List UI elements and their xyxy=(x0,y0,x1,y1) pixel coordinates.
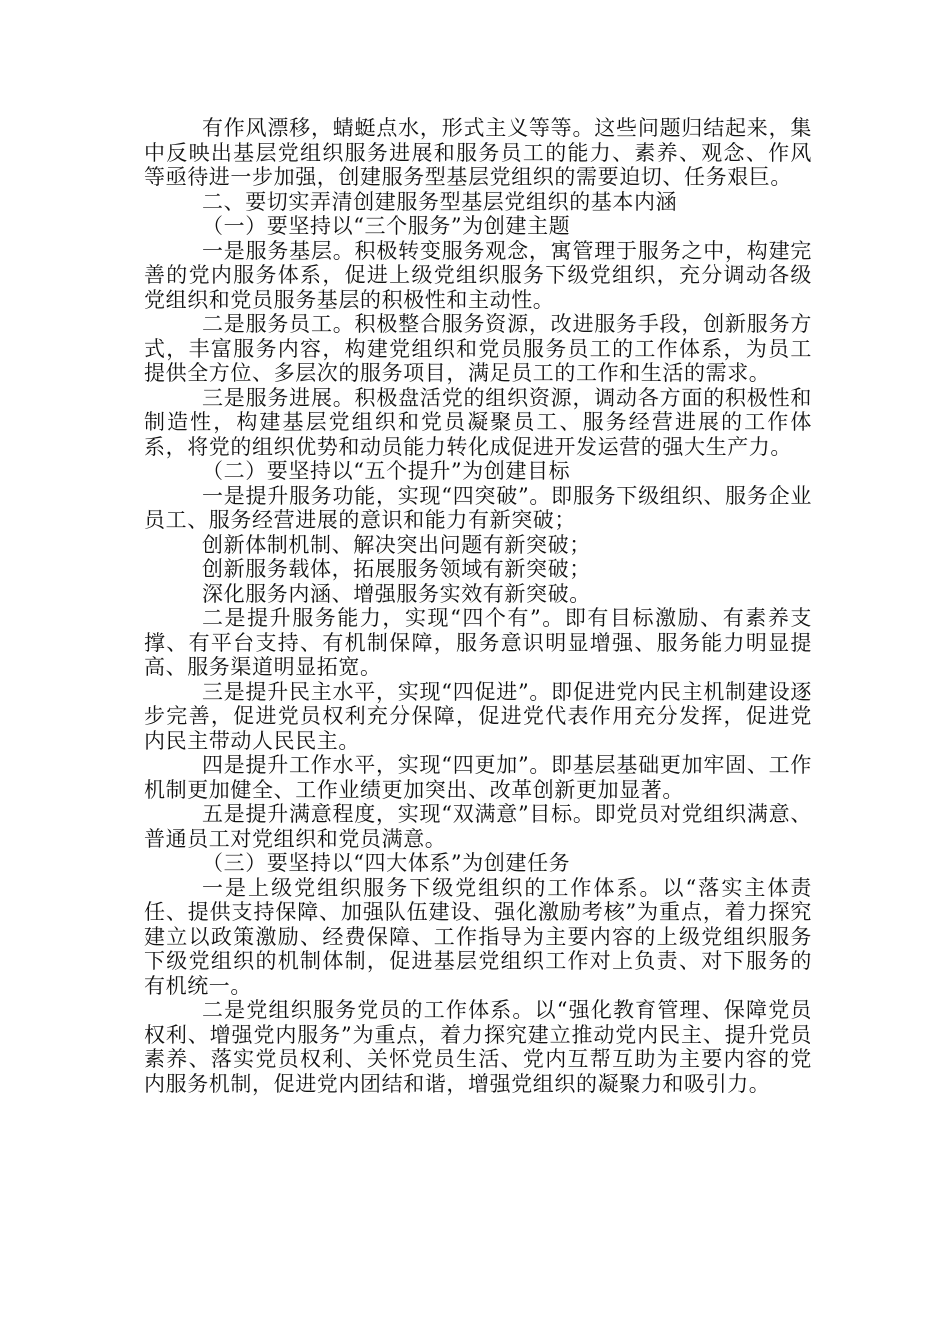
paragraph: 二是提升服务能力，实现“四个有”。即有目标激励、有素养支撑、有平台支持、有机制保障，服务意识明显增强、服务能力明显提高、服务渠道明显拓宽。 xyxy=(144,606,812,679)
paragraph: 一是服务基层。积极转变服务观念，寓管理于服务之中，构建完善的党内服务体系，促进上级党组织服务下级党组织，充分调动各级党组织和党员服务基层的积极性和主动性。 xyxy=(144,238,812,312)
subsection-heading: （三）要坚持以“四大体系”为创建任务 xyxy=(202,851,571,875)
paragraph: 一是上级党组织服务下级党组织的工作体系。以“落实主体责任、提供支持保障、加强队伍建设、强化激励考核”为重点，着力探究建立以政策激励、经费保障、工作指导为主要内容的上级党组织服务下级党组织的机制体制，促进基层党组织工作对上负责、对下服务的有机统一。 xyxy=(144,875,812,998)
paragraph: 有作风漂移，蜻蜓点水，形式主义等等。这些问题归结起来，集中反映出基层党组织服务进展和服务员工的能力、素养、观念、作风等亟待进一步加强，创建服务型基层党组织的需要迫切、任务艰巨。 xyxy=(144,116,812,189)
paragraph: 三是提升民主水平，实现“四促进”。即促进党内民主机制建设逐步完善，促进党员权利充分保障，促进党代表作用充分发挥，促进党内民主带动人民民主。 xyxy=(144,679,812,753)
section-heading: 二、要切实弄清创建服务型基层党组织的基本内涵 xyxy=(202,189,678,214)
paragraph: 三是服务进展。积极盘活党的组织资源，调动各方面的积极性和制造性，构建基层党组织和党员凝聚员工、服务经营进展的工作体系，将党的组织优势和动员能力转化成促进开发运营的强大生产力。 xyxy=(144,385,812,459)
paragraph: 二是党组织服务党员的工作体系。以“强化教育管理、保障党员权利、增强党内服务”为重点，着力探究建立推动党内民主、提升党员素养、落实党员权利、关怀党员生活、党内互帮互助为主要内容的党内服务机制，促进党内团结和谐，增强党组织的凝聚力和吸引力。 xyxy=(144,998,812,1096)
paragraph: 五是提升满意程度，实现“双满意”目标。即党员对党组织满意、普通员工对党组织和党员满意。 xyxy=(144,802,812,851)
list-line: 创新服务载体，拓展服务领域有新突破； xyxy=(202,557,591,581)
paragraph: 四是提升工作水平，实现“四更加”。即基层基础更加牢固、工作机制更加健全、工作业绩更加突出、改革创新更加显著。 xyxy=(144,753,812,802)
document-body xyxy=(144,116,812,1096)
subsection-heading: （一）要坚持以“三个服务”为创建主题 xyxy=(202,214,571,238)
list-line: 深化服务内涵、增强服务实效有新突破。 xyxy=(202,581,591,606)
paragraph: 一是提升服务功能，实现“四突破”。即服务下级组织、服务企业员工、服务经营进展的意识和能力有新突破； xyxy=(144,483,812,532)
paragraph: 二是服务员工。积极整合服务资源，改进服务手段，创新服务方式，丰富服务内容，构建党组织和党员服务员工的工作体系，为员工提供全方位、多层次的服务项目，满足员工的工作和生活的需求。 xyxy=(144,312,812,385)
subsection-heading: （二）要坚持以“五个提升”为创建目标 xyxy=(202,459,571,483)
list-line: 创新体制机制、解决突出问题有新突破； xyxy=(202,532,591,557)
